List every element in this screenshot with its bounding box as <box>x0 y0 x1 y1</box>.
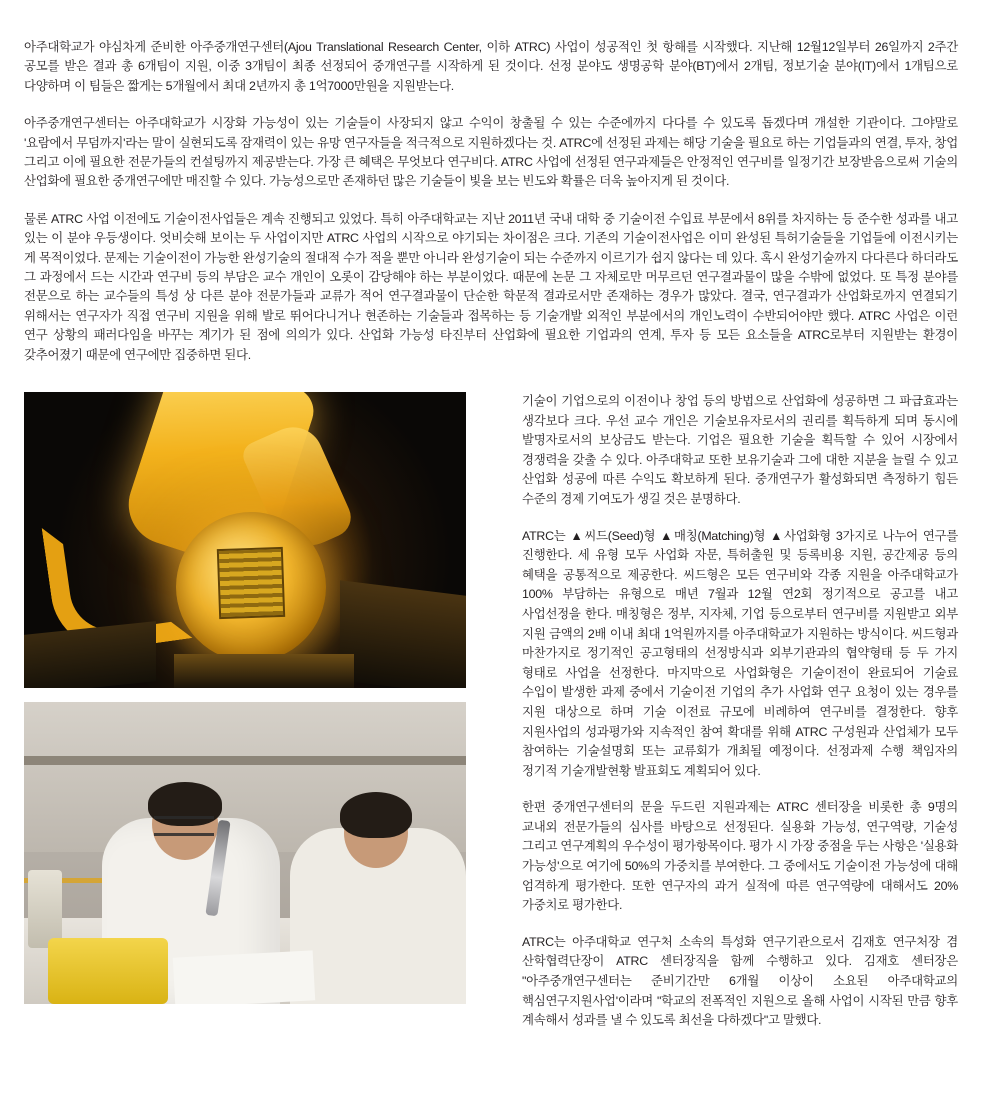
researchers-lab-photo <box>24 702 466 1004</box>
article-right-column <box>522 392 958 1048</box>
paragraph: 아주대학교가 야심차게 준비한 아주중개연구센터(Ajou Translational Research Center, 이하 ATRC) 사업이 성공적인 첫 항해를 시작했다. 지난해 12월12일부터 26일까지 2주간 공모를 받은 결과 총 6개팀이 지원, 이중 3개팀이 최종 선정되어 중개연구를 시작하게 된 것이다. 선정 분야도 생명공학 분야(BT)에서 2개팀, 정보기술 분야(IT)에서 1개팀으로 다양하며 이 팀들은 짧게는 5개월에서 최대 2년까지 총 1억7000만원을 지원받는다. <box>24 40 958 93</box>
photo-shape-block <box>174 654 354 688</box>
photo-column <box>24 392 466 1004</box>
photo-shape-equipment <box>48 938 168 1004</box>
photo-shape-block <box>24 621 156 688</box>
article-top-body <box>24 38 958 365</box>
paragraph: ATRC는 아주대학교 연구처 소속의 특성화 연구기관으로서 김재호 연구처장 겸 산학협력단장이 ATRC 센터장직을 함께 수행하고 있다. 김재호 센터장은 "아주중개연구센터는 준비기간만 6개월 이상이 소요된 아주대학교의 핵심연구지원사업'이라며 "학교의 전폭적인 지원으로 올해 사업이 시작된 만큼 향후 계속해서 성과를 낼 수 있도록 최선을 다하겠다"고 말했다. <box>522 934 958 1028</box>
photo-shape-chip <box>219 549 283 617</box>
photo-shape-shelf <box>24 756 466 765</box>
photo-shape-block <box>340 580 466 688</box>
photo-shape-bottle <box>28 870 62 948</box>
paragraph: 물론 ATRC 사업 이전에도 기술이전사업들은 계속 진행되고 있었다. 특히 아주대학교는 지난 2011년 국내 대학 중 기술이전 수입료 부문에서 8위를 차지하는 등 준수한 성과를 내고 있는 이 분야 우등생이다. 엇비슷해 보이는 두 사업이지만 ATRC 사업의 시작으로 야기되는 차이점은 크다. 기존의 기술이전사업은 이미 완성된 특허기술들을 기업들에 이전시키는 게 목적이었다. 문제는 기술이전이 가능한 완성기술의 절대적 수가 적을 뿐만 아니라 완성기술이 되는 수준까지 이르기가 쉽지 않다는 데 있다. 혹시 완성기술까지 다다른다 하더라도 그 과정에서 드는 시간과 연구비 등의 부담은 교수 개인이 오롯이 감당해야 하는 부분이었다. 때문에 논문 그 자체로만 머무르던 연구결과물이 많을 수밖에 없었다. 또 특정 분야를 전문으로 하는 교수들의 특성 상 다른 분야 전문가들과 교류가 적어 연구결과물이 단순한 학문적 결과로서만 존재하는 경우가 많았다. 결국, 연구결과가 산업화로까지 연결되기 위해서는 연구자가 직접 연구비 지원을 위해 발로 뛰어다니거나 현존하는 기술들과 접목하는 등 기술개발 외적인 부분에서의 개인노력이 수반되어야만 했다. ATRC 사업은 이런 연구 상황의 패러다임을 바꾸는 계기가 된 점에 의의가 있다. 산업화 가능성 타진부터 산업화에 필요한 기업과의 연계, 투자 등 모든 요소들을 ATRC로부터 지원받는 환경이 갖추어졌기 때문에 연구에만 집중하면 된다. <box>24 211 958 362</box>
article-lower-section <box>24 392 958 1072</box>
semiconductor-macro-photo <box>24 392 466 688</box>
photo-shape-paper <box>173 950 315 1004</box>
paragraph: ATRC는 ▲씨드(Seed)형 ▲매칭(Matching)형 ▲사업화형 3가지로 나누어 연구를 진행한다. 세 유형 모두 사업화 자문, 특허출원 및 등록비용 지원, 공간제공 등의 혜택을 공통적으로 제공한다. 씨드형은 모든 연구비와 각종 지원을 아주대학교가 100% 부담하는 유형으로 매년 7월과 12월 연2회 정기적으로 공고를 내고 사업선정을 한다. 매칭형은 정부, 지자체, 기업 등으로부터 연구비를 지원받고 외부 지원 금액의 2배 이내 최대 1억원까지를 아주대학교가 지원하는 방식이다. 씨드형과 마찬가지로 정기적인 공고형태의 선정방식과 외부기관과의 협약형태 등 두 가지 형태로 사업을 선정한다. 마지막으로 사업화형은 기술이전이 완료되어 기술료 수입이 발생한 과제 중에서 기술이전 기업의 추가 사업화 연구 요청이 있는 경우를 지원 대상으로 하며 기술 이전료 규모에 비례하여 연구비를 결정한다. 향후 지원사업의 성과평가와 지속적인 참여 확대를 위해 ATRC 구성원과 산업체가 모두 참여하는 기술설명회 또는 교류회가 개최될 예정이다. 선정과제 수행 책임자의 정기적 기술개발현황 발표회도 계획되어 있다. <box>522 528 958 778</box>
photo-shape-hair <box>340 792 412 838</box>
paragraph: 기술이 기업으로의 이전이나 창업 등의 방법으로 산업화에 성공하면 그 파급효과는 생각보다 크다. 우선 교수 개인은 기술보유자로서의 권리를 획득하게 되며 동시에 발명자로서의 보상금도 받는다. 기업은 필요한 기술을 획득할 수 있어 시장에서 경쟁력을 갖출 수 있다. 아주대학교 또한 보유기술과 그에 대한 지분을 늘릴 수 있고 산업화 성공에 따른 수익도 확보하게 된다. 중개연구가 활성화되면 측정하기 힘든 수준의 경제 기여도가 생길 것은 분명하다. <box>522 394 958 506</box>
paragraph: 아주중개연구센터는 아주대학교가 시장화 가능성이 있는 기술들이 사장되지 않고 수익이 창출될 수 있는 수준에까지 다다를 수 있도록 돕겠다며 개설한 기관이다. 그야말로 '요람에서 무덤까지'라는 말이 실현되도록 잠재력이 있는 유망 연구자들을 적극적으로 지원하겠다는 것. ATRC에 선정된 과제는 해당 기술을 필요로 하는 기업들과의 연결, 투자, 창업 그리고 이에 필요한 전문가들의 컨설팅까지 제공받는다. 가장 큰 혜택은 무엇보다 연구비다. ATRC 사업에 선정된 연구과제들은 안정적인 연구비를 일정기간 보장받음으로써 기술의 산업화에 필요한 중개연구에만 매진할 수 있다. 가능성으로만 존재하던 많은 기술들이 빛을 보는 빈도와 확률은 더욱 높아지게 된 것이다. <box>24 116 958 189</box>
paragraph: 한편 중개연구센터의 문을 두드린 지원과제는 ATRC 센터장을 비롯한 총 9명의 교내외 전문가들의 심사를 바탕으로 선정된다. 실용화 가능성, 연구역량, 기술성 그리고 연구계획의 우수성이 평가항목이다. 평가 시 가장 중점을 두는 사항은 '실용화 가능성'으로 여기에 50%의 가중치를 부여한다. 그 중에서도 기술이전 가능성에 대해 엄격하게 평가한다. 또한 연구자의 과거 실적에 따른 연구역량에 대해서도 20% 가중치로 평가한다. <box>522 800 958 913</box>
photo-shape-glasses <box>154 816 214 836</box>
